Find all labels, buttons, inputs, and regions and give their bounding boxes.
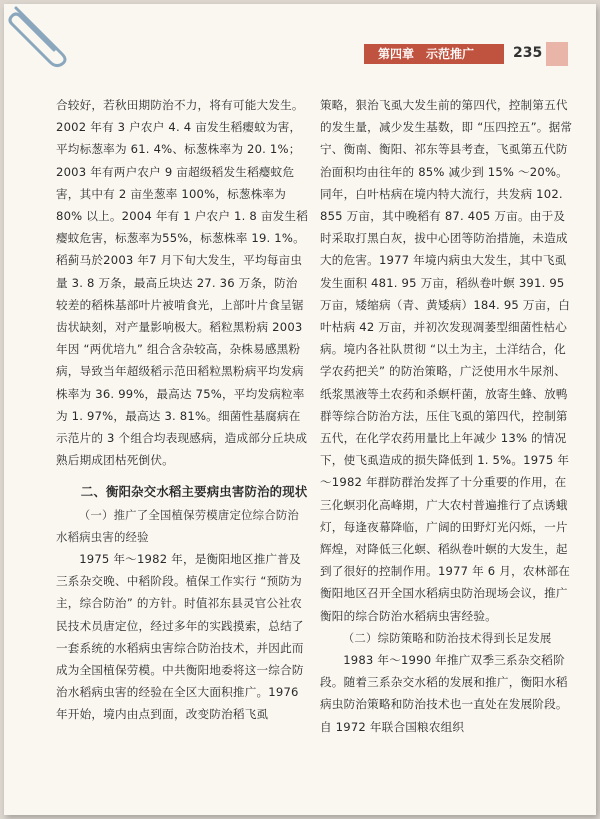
subheading-2: （二）综防策略和防治技术得到长足发展 xyxy=(342,630,552,645)
chapter-title: 第四章 示范推广 xyxy=(378,47,475,61)
page-number: 235 xyxy=(513,45,543,61)
section-heading: 二、衡阳杂交水稻主要病虫害防治的现状 xyxy=(80,484,308,500)
right-paragraph-2: 1983 年～1990 年推广双季三系杂交稻阶段。随着三系杂交水稻的发展和推广，衡阳水稻病虫防治策略和防治技术也一直处在发展阶段。自 1972 年联合国粮农组织 xyxy=(320,653,568,734)
book-page xyxy=(4,4,596,815)
right-column xyxy=(320,94,574,738)
left-paragraph-2: 1975 年～1982 年，是衡阳地区推广普及三系杂交晚、中稻阶段。植保工作实行 “预防为主，综合防治” 的方针。时值祁东县灵官公社农民技术员唐定位，经过多年的实践摸索，总结了一套系统的水稻病虫害综合防治技术，并因此而成为全国植保劳模。中共衡阳地委将这一综合防治水稻病虫害的经验在全区大面积推广。1976 年开始，境内由点到面，改变防治稻飞虱 xyxy=(56,552,304,722)
subheading-1: （一）推广了全国植保劳模唐定位综合防治水稻病虫害的经验 xyxy=(56,507,300,544)
header-accent-box xyxy=(546,42,568,66)
left-paragraph-1: 合较好，若秋田期防治不力，将有可能大发生。2002 年有 3 户农户 4. 4 亩发生稻瘿蚊为害，平均标葱率为 61. 4%、标葱株率为 20. 1%；2003 年有两户农户 9 亩超级稻发生稻瘿蚊危害，其中有 2 亩坐葱率 100%，标葱株率为 80% 以上。2004 年有 1 户农户 1. 8 亩发生稻瘿蚊危害，标葱率为55%，标葱株率 19. 1%。稻蓟马於2003 年7 月下旬大发生，平均每亩虫量 3. 8 万条，最高丘块达 27. 36 万条，防治较差的稻株基部叶片被啃食光，上部叶片食呈锯齿状缺刻，对产量影响极大。稻粒黑粉病 2003 年因 “两优培九” 组合含杂较高，杂株易感黑粉病，导致当年超级稻示范田稻粒黑粉病平均发病株率为 36. 99%，最高达 75%，平均发病粒率为 1. 97%，最高达 3. 81%。细菌性基腐病在示范片的 3 个组合均表现感病，造成部分丘块成熟后期成团枯死倒伏。 xyxy=(56,98,309,468)
left-column xyxy=(56,94,308,726)
right-paragraph-1: 策略，狠治飞虱大发生前的第四代，控制第五代的发生量，减少发生基数，即 “压四控五”。据常宁、衡南、衡阳、祁东等县考查，飞虱第五代防治面积均由往年的 85% 减少到 15% ～20%。同年，白叶枯病在境内特大流行，共发病 102. 855 万亩，其中晚稻有 87. 405 万亩。由于及时采取打黑白灰，拔中心团等防治措施，未造成大的危害。1977 年境内病虫大发生，其中飞虱发生面积 481. 95 万亩，稻纵卷叶螟 391. 95 万亩，矮缩病（青、黄矮病）184. 95 万亩，白叶枯病 42 万亩，并初次发现凋萎型细菌性枯心病。境内各社队贯彻 “以土为主，土洋结合，化学农药把关” 的防治策略，广泛使用水牛尿剂、纸浆黑液等土农药和杀螟杆菌，放寄生蜂、放鸭群等综合防治方法，压住飞虱的第四代，控制第五代，在化学农药用量比上年减少 13% 的情况下，使飞虱造成的损失降低到 1. 5%。1975 年～1982 年群防群治发挥了十分重要的作用，在三化螟羽化高峰期，广大农村普遍推行了点诱蛾灯，每逢夜幕降临，广阔的田野灯光闪烁，一片辉煌，对降低三化螟、稻纵卷叶螟的大发生，起到了很好的控制作用。1977 年 6 月，农林部在衡阳地区召开全国水稻病虫防治现场会议，推广衡阳的综合防治水稻病虫害经验。 xyxy=(320,98,573,623)
paperclip-icon xyxy=(4,4,72,72)
